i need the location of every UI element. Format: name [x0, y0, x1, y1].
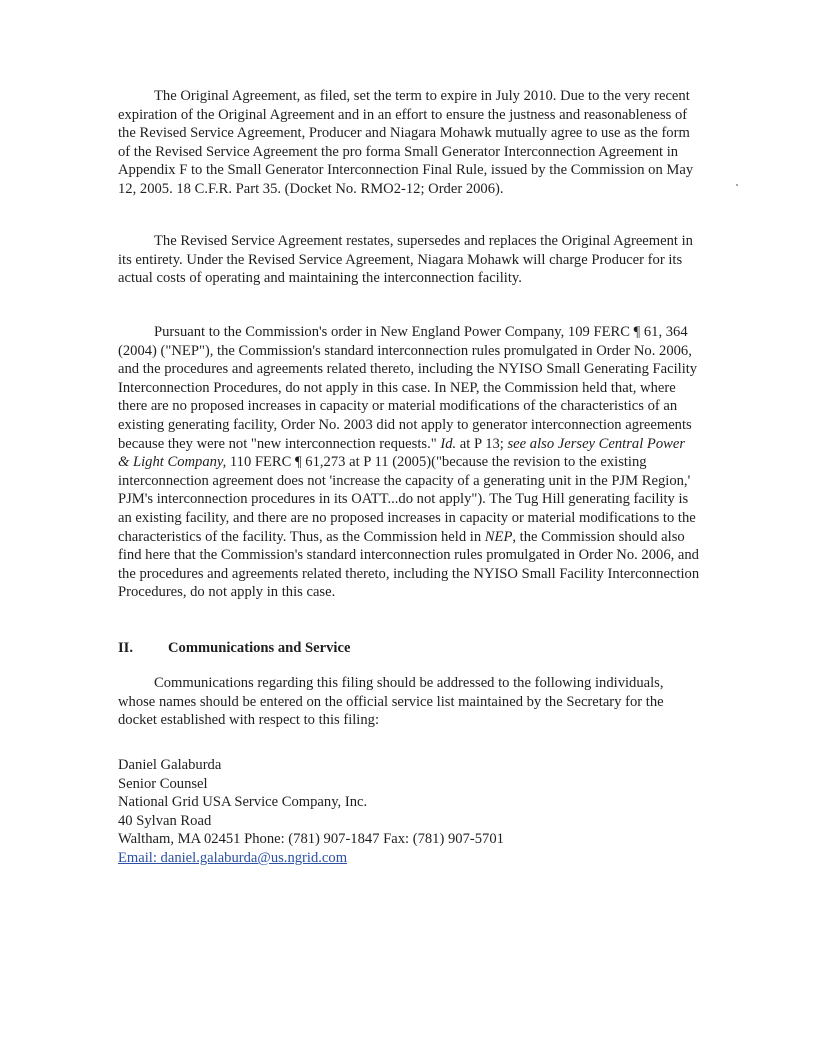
paragraph-communications: Communications regarding this filing should be addressed to the following individuals, whose names should be entered on the official service list maintained by the Secretary for the docket established with respect to this filing: [118, 675, 664, 729]
section-heading [118, 639, 678, 658]
citation-nep: NEP [484, 528, 513, 545]
contact-street: 40 Sylvan Road [118, 812, 212, 829]
contact-block [118, 756, 678, 868]
scan-speck [736, 184, 738, 186]
nep-text-part-c: 110 FERC ¶ 61,273 at P 11 (2005)("because the revision to the existing interconnection agreement does not 'increase the capacity of a generating unit in the PJM Region,' PJM's interconnection procedures in its OATT...do not apply"). The Tug Hill generating facility is an existing facility, and there are no proposed increases in capacity or material modifications to the characteristics of the facility. Thus, as the Commission held in [118, 454, 696, 545]
citation-id: Id. [440, 435, 457, 452]
contact-name: Daniel Galaburda [118, 757, 222, 773]
contact-city-phone-fax: Waltham, MA 02451 Phone: (781) 907-1847 Fax: (781) 907-5701 [118, 831, 504, 848]
nep-text-part-a: Pursuant to the Commission's order in New England Power Company, 109 FERC ¶ 61, 364 (2004) ("NEP"), the Commission's standard interconnection rules promulgated in Order No. 2006, and the procedures and agreements related thereto, including the NYISO Small Generating Facility Interconnection Procedures, do not apply in this case. In NEP, the Commission held that, where there are no proposed increases in capacity or material modifications of the characteristics of an existing generating facility, Order No. 2003 did not apply to generator interconnection agreements because they were not "new interconnection requests." [118, 324, 698, 452]
contact-title: Senior Counsel [118, 775, 208, 792]
paragraph-nep-precedent [118, 323, 700, 602]
contact-email-link[interactable]: Email: daniel.galaburda@us.ngrid.com [118, 849, 348, 866]
paragraph-original-agreement: The Original Agreement, as filed, set the term to expire in July 2010. Due to the very recent expiration of the Original Agreement and in an effort to ensure the justness and reasonableness of the Revised Service Agreement, Producer and Niagara Mohawk mutually agree to use as the form of the Revised Service Agreement the pro forma Small Generator Interconnection Agreement in Appendix F to the Small Generator Interconnection Final Rule, issued by the Commission on May 12, 2005. 18 C.F.R. Part 35. (Docket No. RMO2-12; Order 2006). [118, 88, 694, 197]
nep-text-part-d: , the Commission should also find here that the Commission's standard interconnection rules promulgated in Order No. 2006, and the procedures and agreements related thereto, including the NYISO Small Facility Interconnection Procedures, do not apply in this case. [118, 528, 700, 601]
nep-text-part-b: at P 13; [456, 435, 508, 452]
paragraph-revised-agreement: The Revised Service Agreement restates, supersedes and replaces the Original Agreement in its entirety. Under the Revised Service Agreement, Niagara Mohawk will charge Producer for its actual costs of operating and maintaining the interconnection facility. [118, 233, 693, 287]
section-title: Communications and Service [168, 640, 351, 656]
contact-company: National Grid USA Service Company, Inc. [118, 794, 368, 811]
section-number: II. [118, 640, 134, 656]
citation-see-also: see also Jersey Central Power & Light Company, [118, 435, 686, 471]
